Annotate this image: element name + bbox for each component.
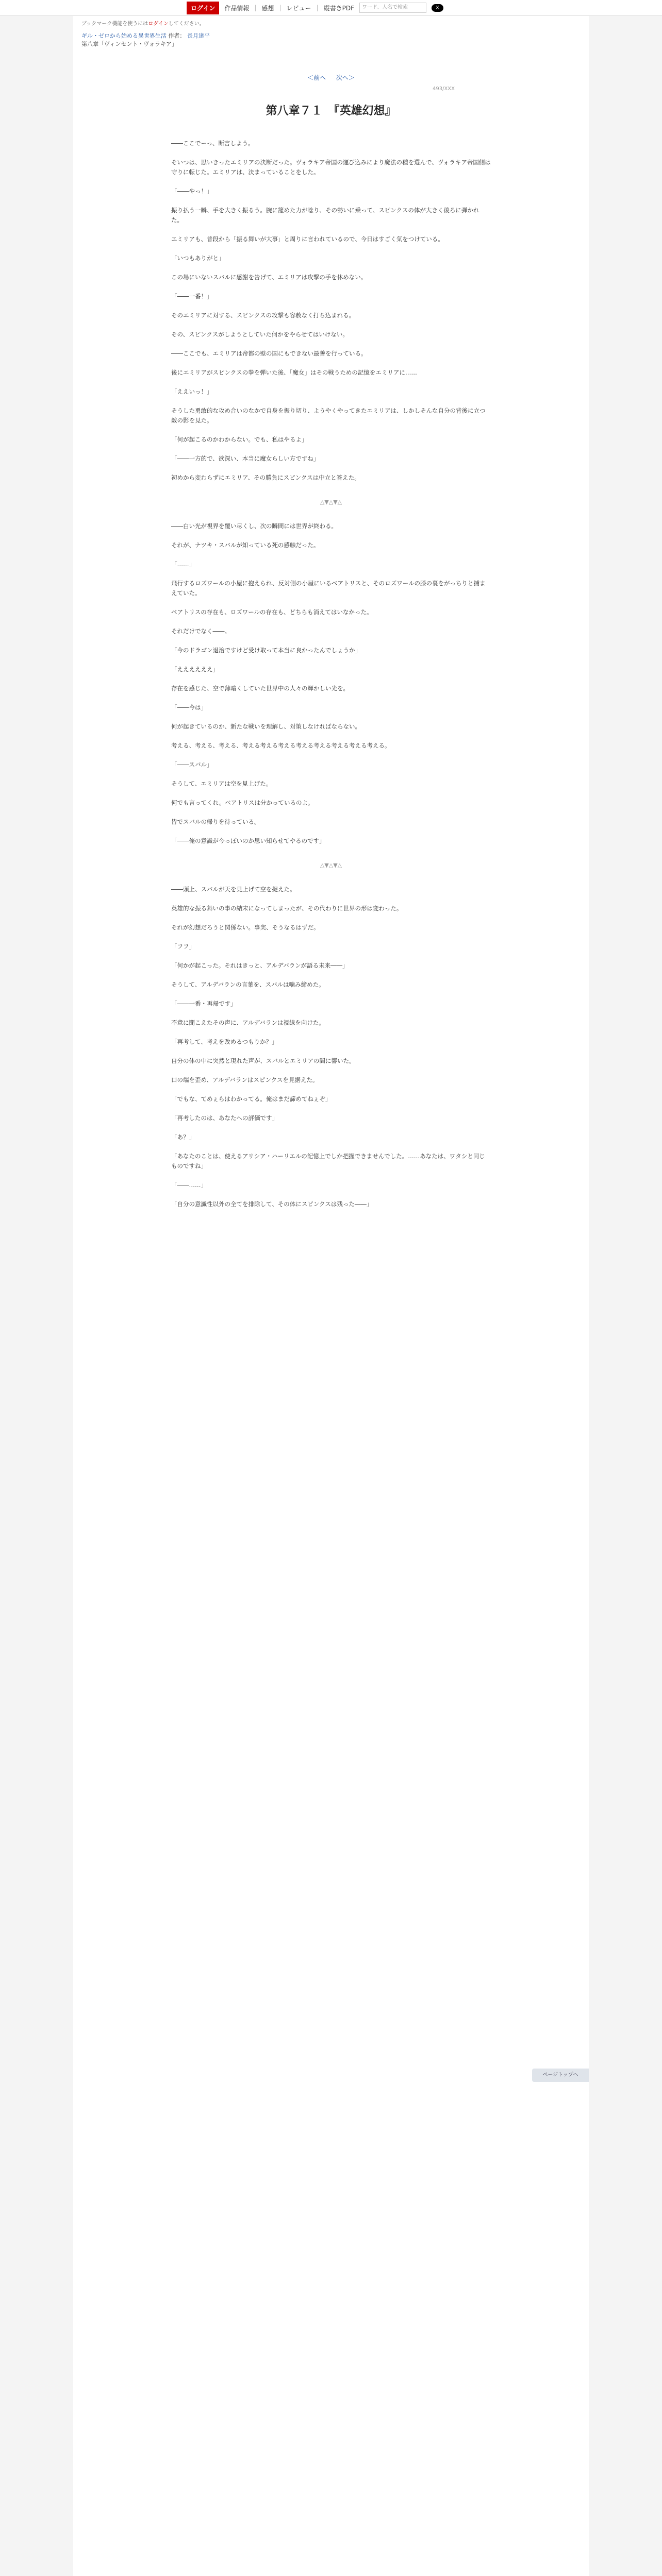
- body-paragraph: 英雄的な振る舞いの事の結末になってしまったが、その代わりに世界の形は変わった。: [171, 905, 403, 912]
- notice-suffix: してください。: [168, 21, 205, 27]
- body-paragraph: 皆でスバルの帰りを待っている。: [171, 818, 260, 825]
- body-paragraph: エミリアも、普段から「振る舞いが大事」と周りに言われているので、今日はすごく気をつけている。: [171, 235, 444, 243]
- body-paragraph: 「――……」: [171, 1181, 207, 1189]
- body-paragraph: そのエミリアに対する、スピンクスの攻撃も容赦なく打ち込まれる。: [171, 312, 355, 319]
- episode-number: 493/XXX: [432, 86, 455, 92]
- body-paragraph: 自分の体の中に突然と現れた声が、スバルとエミリアの間に響いた。: [171, 1057, 355, 1064]
- body-paragraph: 「――やっ！」: [171, 188, 213, 195]
- body-paragraph: 後にエミリアがスピンクスの拳を弾いた後、「魔女」はその戦うための記憶をエミリアに……: [171, 369, 417, 376]
- body-paragraph: 「……」: [171, 561, 195, 568]
- body-paragraph: 「――俺の意識が今っぽいのか思い知らせてやるのです」: [171, 837, 325, 844]
- body-paragraph: 「あなたのことは、使えるアリシア・ハーリエルの記憶上でしか把握できませんでした。……あなたは、ワタシと同じものですね」: [171, 1153, 485, 1170]
- chapter-subtitle: 第八章「ヴィンセント・ヴォラキア」: [81, 41, 177, 47]
- body-paragraph: そうした勇敢的な攻め合いのなかで自身を振り切り、ようやくやってきたエミリアは、しかしそんな自分の背後に立つ敵の影を見た。: [171, 407, 486, 424]
- body-paragraph: それだけでなく――。: [171, 628, 230, 635]
- body-paragraph: 「――スバル」: [171, 761, 213, 768]
- pager-top: [73, 48, 589, 86]
- body-paragraph: 「何が起こるのかわからない。でも、私はやるよ」: [171, 436, 308, 443]
- body-paragraph: ベアトリスの存在も、ロズワールの存在も、どちらも消えてはいなかった。: [171, 608, 373, 616]
- body-paragraph: そいつは、思いきったエミリアの決断だった。ヴォラキア帝国の運び込みにより魔法の種を選んで、ヴォラキア帝国側は守りに転じた。エミリアは、決まっていることをした。: [171, 159, 491, 176]
- body-paragraph: そうして、エミリアは空を見上げた。: [171, 780, 272, 787]
- body-paragraph: それが、ナツキ・スバルが知っている死の感触だった。: [171, 541, 320, 549]
- body-paragraph: その、スピンクスがしようとしていた何かをやらせてはいけない。: [171, 331, 349, 338]
- login-button[interactable]: ログイン: [187, 2, 219, 14]
- scene-separator: △▼△▼△: [320, 499, 342, 505]
- body-paragraph: 「でもな、てめぇらはわかってる。俺はまだ諦めてねぇぞ」: [171, 1095, 332, 1103]
- top-nav-bar: [0, 0, 662, 16]
- novel-body: [171, 139, 491, 1209]
- body-paragraph: 何でも言ってくれ。ベアトリスは分かっているのよ。: [171, 799, 314, 806]
- body-paragraph: この場にいないスバルに感謝を告げて、エミリアは攻撃の手を休めない。: [171, 274, 367, 281]
- body-paragraph: 「いつもありがと」: [171, 255, 225, 262]
- body-paragraph: 「――一方的で、欲深い、本当に魔女らしい方ですね」: [171, 455, 320, 462]
- prev-link[interactable]: ＜前へ: [307, 74, 326, 81]
- nav-link-vertical-pdf[interactable]: 縦書きPDF: [323, 4, 354, 12]
- body-paragraph: 何が起きているのか、新たな戦いを理解し、対策しなければならない。: [171, 723, 361, 730]
- x-share-button[interactable]: X: [432, 4, 443, 12]
- body-paragraph: ――白い光が視界を覆い尽くし、次の瞬間には世界が終わる。: [171, 522, 337, 530]
- nav-link-impressions[interactable]: 感想: [261, 4, 274, 12]
- scene-separator: △▼△▼△: [320, 862, 342, 869]
- bookmark-notice: [73, 16, 589, 27]
- nav-link-review[interactable]: レビュー: [286, 4, 311, 12]
- body-paragraph: ――ここでも、エミリアは帝都の壁の国にもできない最善を行っている。: [171, 350, 367, 357]
- body-paragraph: 「ええええええ」: [171, 666, 219, 673]
- notice-prefix: ブックマーク機能を使うには: [81, 21, 148, 27]
- body-paragraph: 振り払う一瞬、手を大きく振るう。腕に籠めた力が唸り、その勢いに乗って、スピンクスの体が大きく後ろに弾かれた。: [171, 207, 479, 224]
- breadcrumb: [73, 27, 589, 48]
- body-paragraph: 存在を感じた、空で薄暗くしていた世界中の人々の輝かしい光を。: [171, 685, 349, 692]
- nav-separator: |: [254, 4, 257, 11]
- nav-separator: |: [279, 4, 282, 11]
- body-paragraph: 「フフ」: [171, 943, 195, 950]
- page-top-button[interactable]: ページトップへ: [532, 2069, 589, 2082]
- body-paragraph: 「ええいっ！」: [171, 388, 213, 395]
- body-paragraph: 「――一番・再帰です」: [171, 1000, 237, 1007]
- body-paragraph: 「――今は」: [171, 704, 207, 711]
- body-paragraph: ――頭上、スバルが天を見上げて空を捉えた。: [171, 886, 296, 893]
- body-paragraph: 初めから変わらずにエミリア、その勝負にスピンクスは中立と答えた。: [171, 474, 360, 481]
- body-paragraph: 「今のドラゴン退治ですけど受け取って本当に良かったんでしょうか」: [171, 647, 361, 654]
- body-paragraph: そうして、アルデバランの言葉を、スバルは噛み締めた。: [171, 981, 325, 988]
- body-paragraph: 不意に聞こえたその声に、アルデバランは視線を向けた。: [171, 1019, 325, 1026]
- author-link[interactable]: 長月達平: [187, 32, 210, 39]
- body-paragraph: ――ここでーっ、断言しよう。: [171, 140, 254, 147]
- body-paragraph: 「あ？」: [171, 1133, 195, 1141]
- body-paragraph: 「何かが起こった。それはきっと、アルデバランが語る未来――」: [171, 962, 349, 969]
- series-title-link[interactable]: ギル・ゼロから始める異世界生活: [81, 32, 167, 39]
- next-link[interactable]: 次へ＞: [336, 74, 355, 81]
- chapter-title: 第八章７１ 『英雄幻想』: [266, 104, 396, 117]
- notice-login-link[interactable]: ログイン: [148, 21, 169, 27]
- author-prefix: 作者：: [168, 32, 186, 39]
- body-paragraph: 「再考したのは、あなたへの評価です」: [171, 1114, 278, 1122]
- body-paragraph: それが幻想だろうと関係ない。事実、そうなるはずだ。: [171, 924, 320, 931]
- body-paragraph: 飛行するロズワールの小屋に抱えられ、反対側の小屋にいるベアトリスと、そのロズワールの膝の裏をがっちりと捕まえていた。: [171, 580, 486, 597]
- search-input[interactable]: ワード、人名で検索: [359, 3, 426, 13]
- body-paragraph: 「――一番！」: [171, 293, 213, 300]
- body-paragraph: 「自分の意識性以外の全てを排除して、その体にスピンクスは残った――」: [171, 1200, 373, 1208]
- body-paragraph: 口の端を歪め、アルデバランはスピンクスを見据えた。: [171, 1076, 319, 1083]
- nav-separator: |: [316, 4, 319, 11]
- body-paragraph: 「再考して、考えを改めるつもりか？」: [171, 1038, 278, 1045]
- body-paragraph: 考える、考える、考える、考える考える考える考える考える考える考える考える。: [171, 742, 391, 749]
- page-container: [73, 16, 589, 2576]
- nav-link-work-info[interactable]: 作品情報: [224, 4, 250, 12]
